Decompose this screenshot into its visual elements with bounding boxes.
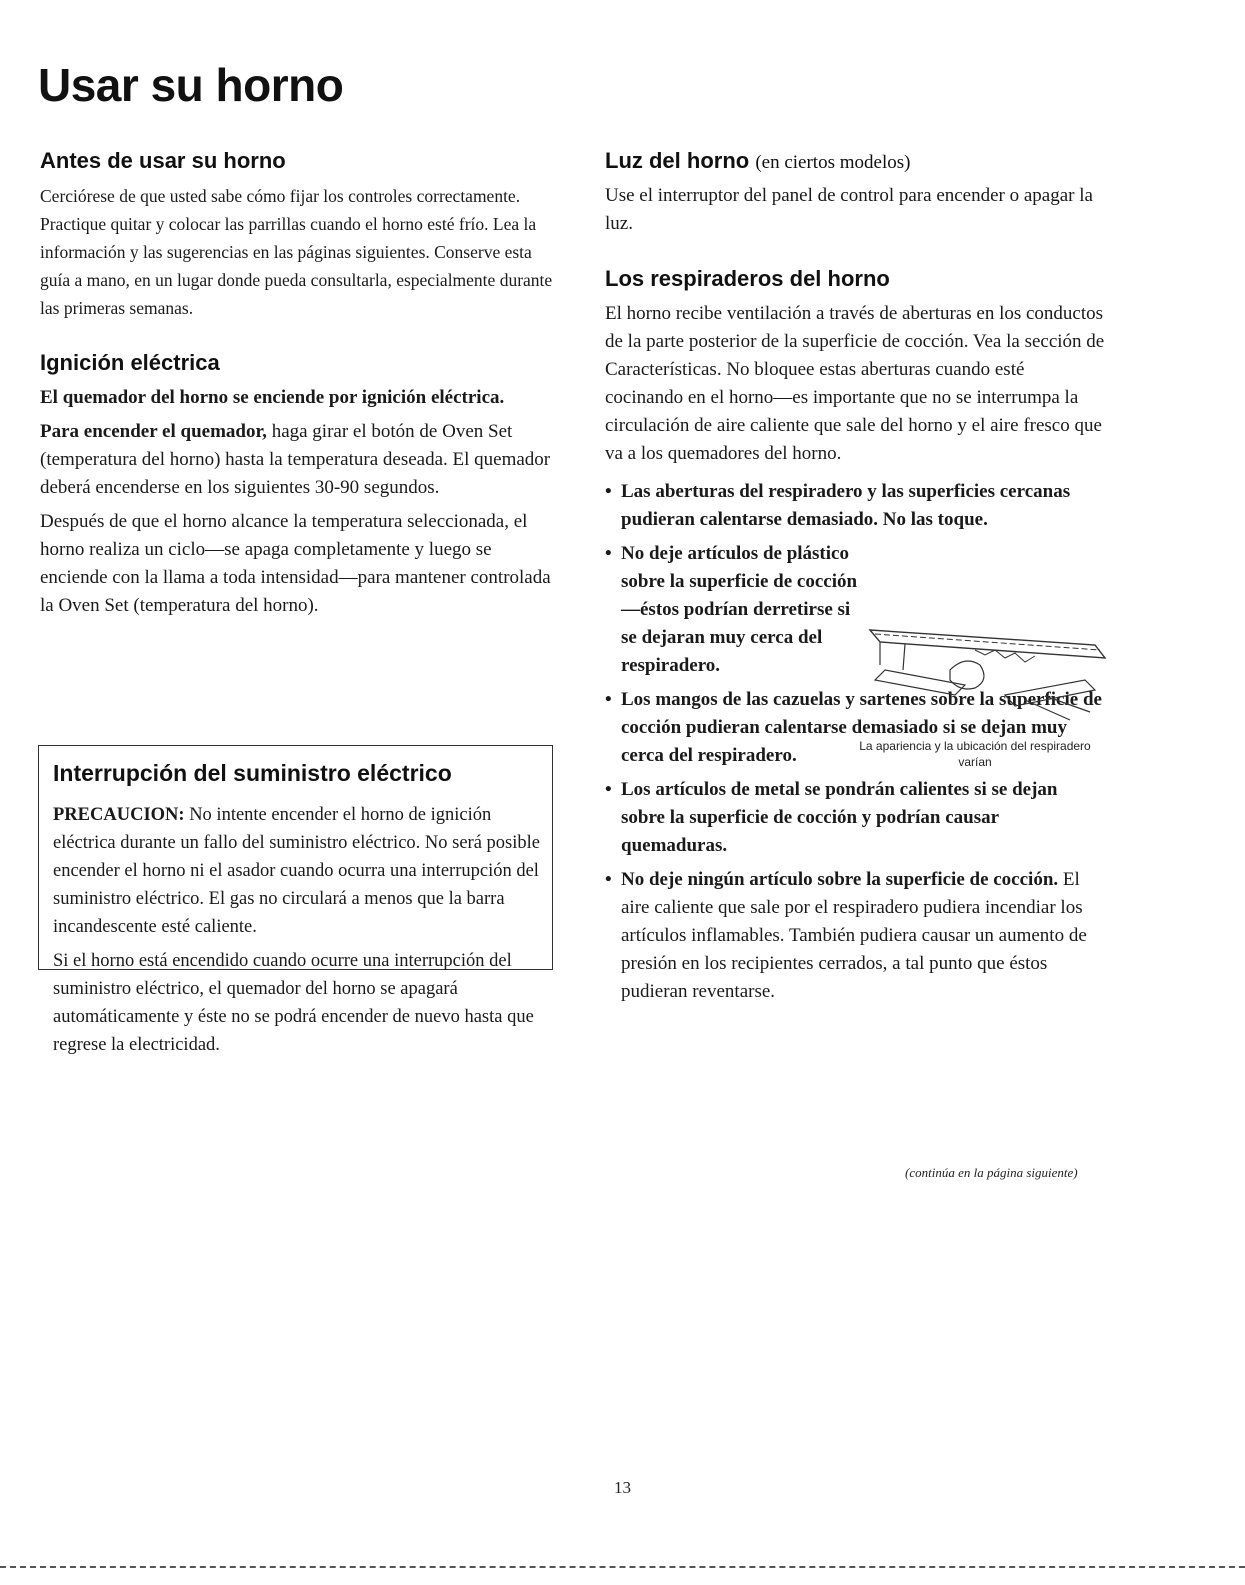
ignicion-p2-text: haga girar el botón de Oven Set (temperatura del horno) hasta la temperatura deseada. El quemador deberá encenderse en los siguientes 30-90 segundos. bbox=[40, 421, 551, 498]
respiraderos-body: El horno recibe ventilación a través de aberturas en los conductos de la parte posterior de la superficie de cocción. Vea la sección de Características. No bloquee estas aberturas cuando esté cocinando en el horno—es importante que no se interrumpa la circulación de aire caliente que sale del horno y el aire fresco que va a los quemadores del horno. bbox=[605, 303, 1105, 464]
interrupcion-paragraph-2: Si el horno está encendido cuando ocurre una interrupción del suministro eléctrico, el quemador del horno se apagará automáticamente y éste no se podrá encender de nuevo hasta que regrese la electricidad. bbox=[53, 951, 534, 1055]
luz-heading-text: Luz del horno bbox=[605, 148, 750, 173]
bullet-icon: • bbox=[605, 869, 612, 890]
interrupcion-paragraph-1 bbox=[53, 801, 552, 941]
ignicion-p2-bold: Para encender el quemador, bbox=[40, 421, 267, 442]
bullet-icon: • bbox=[605, 689, 612, 710]
list-item: • No deje ningún artículo sobre la superficie de cocción. El aire caliente que sale por el respiradero pudiera incendiar los artículos inflamables. También pudiera causar un aumento de presión en los recipientes cerrados, a tal punto que éstos pudieran reventarse. bbox=[605, 866, 1105, 1006]
section-antes bbox=[40, 148, 560, 322]
luz-heading-note: (en ciertos modelos) bbox=[755, 152, 911, 173]
list-item: • No deje artículos de plástico sobre la superficie de cocción—éstos podrían derretirse si se dejaran muy cerca del respiradero. bbox=[605, 540, 861, 680]
ignicion-intro-bold: El quemador del horno se enciende por ignición eléctrica. bbox=[40, 387, 505, 408]
bottom-divider bbox=[0, 1566, 1245, 1568]
respiraderos-heading: Los respiraderos del horno bbox=[605, 266, 890, 291]
interrupcion-p1-text: No intente encender el horno de ignición eléctrica durante un fallo del suministro eléctrico. No será posible encender el horno ni el asador cuando ocurra una interrupción del suministro eléctrico. El gas no circulará a menos que la barra incandescente esté caliente. bbox=[53, 805, 540, 937]
luz-body: Use el interruptor del panel de control para encender o apagar la luz. bbox=[605, 185, 1093, 234]
section-ignicion bbox=[40, 350, 560, 620]
page-number: 13 bbox=[614, 1478, 631, 1497]
vent-illustration bbox=[855, 610, 1115, 785]
continued-note: (continúa en la página siguiente) bbox=[905, 1165, 1078, 1180]
antes-heading: Antes de usar su horno bbox=[40, 148, 286, 173]
page-title: Usar su horno bbox=[38, 59, 344, 111]
antes-body: Cerciórese de que usted sabe cómo fijar los controles correctamente. Practique quitar y colocar las parrillas cuando el horno esté frío. Lea la información y las sugerencias en las páginas siguientes. Conserve esta guía a mano, en un lugar donde pueda consultarla, especialmente durante las primeras semanas. bbox=[40, 186, 553, 318]
ignicion-heading: Ignición eléctrica bbox=[40, 350, 220, 375]
left-column bbox=[40, 148, 560, 648]
interrupcion-heading: Interrupción del suministro eléctrico bbox=[53, 760, 452, 786]
ignicion-intro bbox=[40, 384, 560, 412]
ignicion-paragraph-2 bbox=[40, 418, 560, 502]
list-item: • Los mangos de las cazuelas y sartenes sobre la superficie de cocción pudieran calentarse demasiado si se dejan muy cerca del respiradero. bbox=[605, 686, 1105, 770]
right-column bbox=[605, 148, 1105, 1034]
figure-caption: La apariencia y la ubicación del respiradero varían bbox=[859, 739, 1091, 769]
bullet-icon: • bbox=[605, 779, 612, 800]
bullet-icon: • bbox=[605, 481, 612, 502]
list-item: • Las aberturas del respiradero y las superficies cercanas pudieran calentarse demasiado. No las toque. bbox=[605, 478, 1105, 534]
ignicion-paragraph-3: Después de que el horno alcance la temperatura seleccionada, el horno realiza un ciclo—se apaga completamente y luego se enciende con la llama a toda intensidad—para mantener controlada la Oven Set (temperatura del horno). bbox=[40, 511, 551, 616]
bullet-icon: • bbox=[605, 543, 612, 564]
section-luz bbox=[605, 148, 1105, 238]
power-interruption-box bbox=[38, 745, 553, 1055]
list-item: • Los artículos de metal se pondrán calientes si se dejan sobre la superficie de cocción y podrían causar quemaduras. bbox=[605, 776, 1105, 860]
vent-drawing bbox=[855, 610, 1115, 735]
luz-heading bbox=[605, 148, 1105, 174]
precaucion-label: PRECAUCION: bbox=[53, 805, 185, 825]
